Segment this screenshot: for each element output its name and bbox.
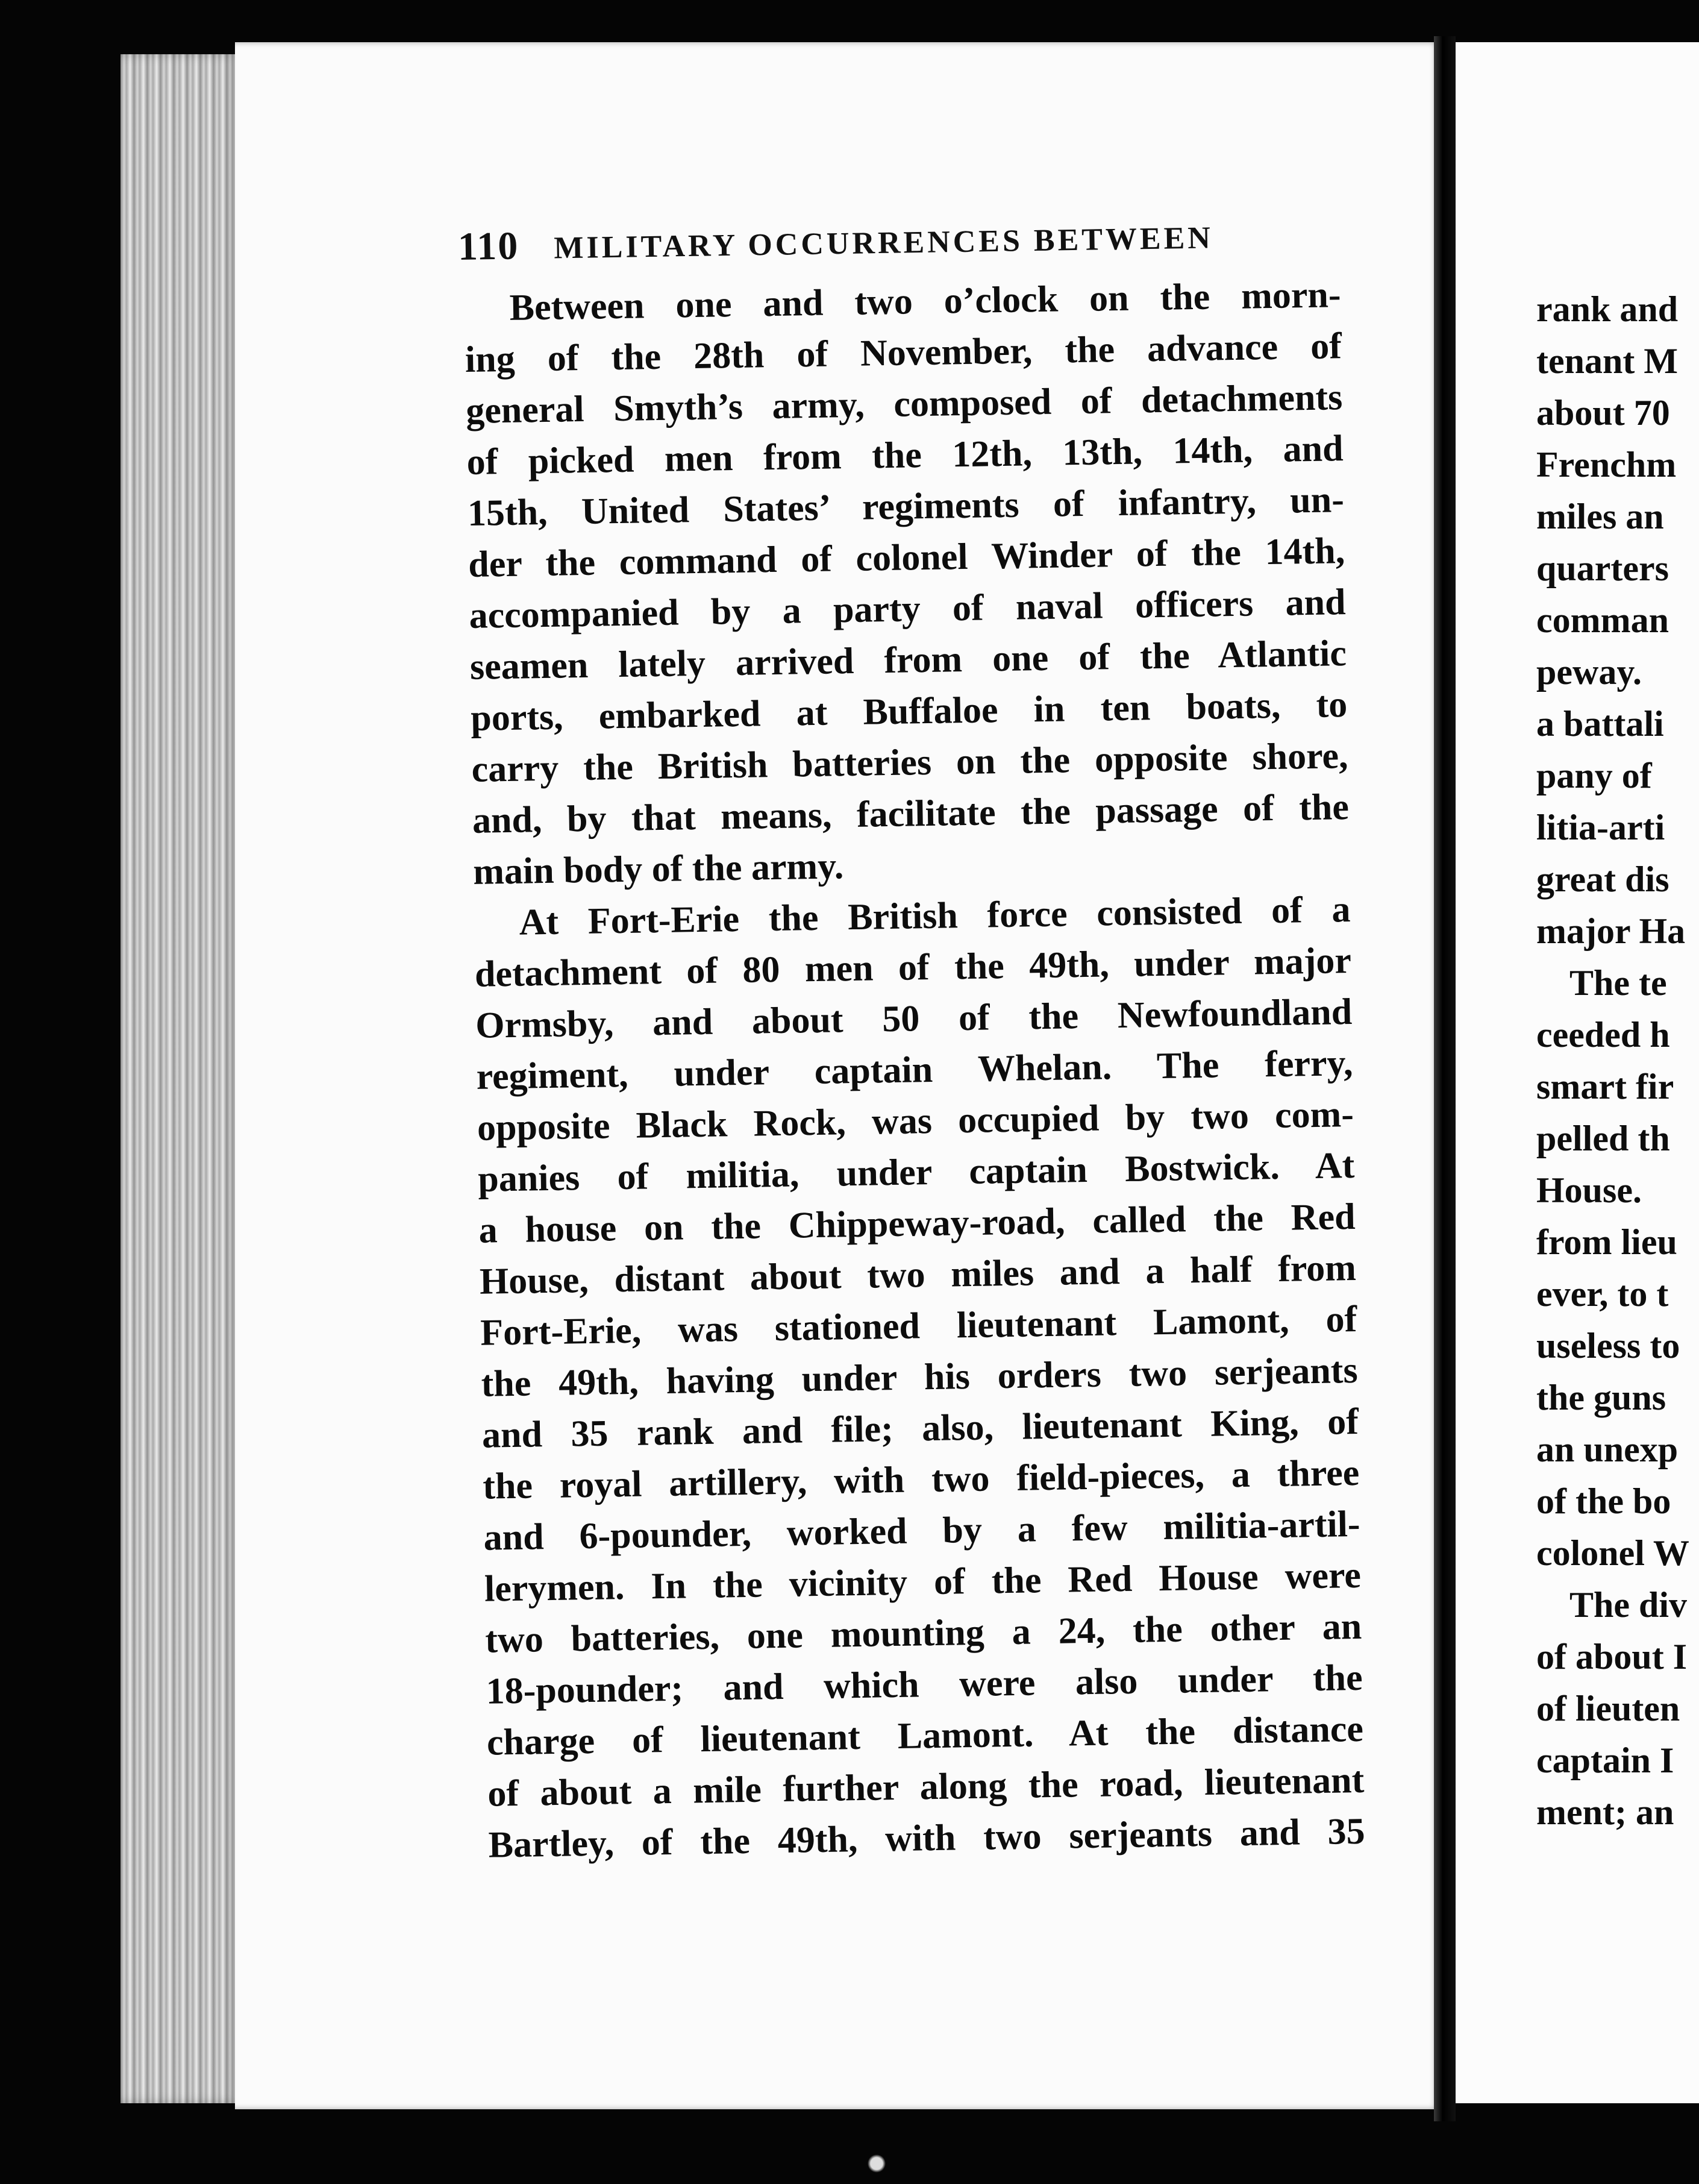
page-number: 110 — [457, 224, 519, 269]
text-line: smart fir — [1536, 1067, 1674, 1106]
text-line: major Ha — [1536, 911, 1686, 951]
text-line: ceeded h — [1536, 1015, 1670, 1055]
text-line: of about a mile further along the road, lieutenant — [487, 1759, 1365, 1815]
text-line: lerymen. In the vicinity of the Red House were — [484, 1554, 1362, 1610]
text-line: ports, embarked at Buffaloe in ten boats, to — [470, 684, 1348, 739]
text-line: of lieuten — [1536, 1689, 1680, 1728]
text-line: 18-pounder; and which were also under the — [486, 1657, 1363, 1712]
text-line: charge of lieutenant Lamont. At the distance — [486, 1708, 1364, 1763]
text-line: litia-arti — [1536, 808, 1665, 847]
book-gutter — [1434, 36, 1456, 2121]
text-line: Ormsby, and about 50 of the Newfoundland — [475, 991, 1353, 1046]
text-line: the guns — [1536, 1378, 1666, 1417]
text-line: panies of militia, under captain Bostwick. At — [477, 1144, 1355, 1200]
text-line: At Fort-Erie the British force consisted of a — [519, 889, 1351, 943]
text-line: an unexp — [1536, 1429, 1679, 1469]
text-line: House. — [1536, 1170, 1642, 1210]
text-line: a battali — [1536, 704, 1664, 744]
text-line: the royal artillery, with two field-pieces, a three — [482, 1452, 1360, 1507]
text-line: great dis — [1536, 859, 1669, 899]
text-line: tenant M — [1536, 341, 1678, 381]
text-line: comman — [1536, 600, 1669, 640]
text-line: 15th, United States’ regiments of infantry, un- — [467, 479, 1345, 534]
text-line: der the command of colonel Winder of the 14th, — [468, 530, 1345, 585]
text-line: of about I — [1536, 1637, 1688, 1677]
text-line: two batteries, one mounting a 24, the other an — [484, 1605, 1362, 1661]
text-line: seamen lately arrived from one of the Atlantic — [469, 633, 1347, 688]
text-line: The div — [1569, 1585, 1688, 1625]
text-line: carry the British batteries on the opposite shore, — [471, 735, 1349, 790]
text-line: detachment of 80 men of the 49th, under major — [474, 940, 1352, 995]
text-line: a house on the Chippeway-road, called the Red — [478, 1196, 1356, 1251]
text-line: The te — [1569, 963, 1667, 1003]
text-line: miles an — [1536, 497, 1664, 536]
text-line: ment; an — [1536, 1792, 1674, 1832]
text-line: rank and — [1536, 289, 1679, 329]
running-title: MILITARY OCCURRENCES BETWEEN — [553, 221, 1214, 266]
text-line: of picked men from the 12th, 13th, 14th, and — [466, 428, 1344, 483]
text-line: from lieu — [1536, 1222, 1677, 1262]
text-line: ing of the 28th of November, the advance of — [465, 325, 1342, 380]
text-line: and, by that means, facilitate the passage of the — [472, 786, 1350, 841]
text-line: pelled th — [1536, 1119, 1670, 1158]
text-line: Frenchm — [1536, 445, 1677, 485]
text-line: opposite Black Rock, was occupied by two com- — [477, 1093, 1354, 1149]
text-line: pany of — [1536, 756, 1652, 795]
text-line: Between one and two o’clock on the morn- — [509, 274, 1342, 328]
page-edges — [120, 54, 241, 2103]
text-line: peway. — [1536, 652, 1642, 692]
text-line: general Smyth’s army, composed of detachments — [465, 377, 1343, 431]
right-page-text — [1536, 283, 1699, 1838]
text-line: Bartley, of the 49th, with two serjeants and 35 — [488, 1810, 1366, 1866]
text-line: of the bo — [1536, 1481, 1671, 1521]
scan-speck — [865, 2154, 889, 2173]
text-line: captain I — [1536, 1740, 1674, 1780]
text-line: about 70 — [1536, 393, 1670, 433]
text-line: Fort-Erie, was stationed lieutenant Lamont, of — [480, 1298, 1357, 1354]
text-line: accompanied by a party of naval officers and — [469, 582, 1347, 636]
text-line: regiment, under captain Whelan. The ferry, — [476, 1042, 1354, 1097]
text-line: ever, to t — [1536, 1274, 1669, 1314]
text-line: and 35 rank and file; also, lieutenant King, of — [481, 1401, 1359, 1456]
text-line: colonel W — [1536, 1533, 1689, 1573]
text-line: useless to — [1536, 1326, 1680, 1366]
text-line: main body of the army. — [472, 846, 844, 893]
text-line: House, distant about two miles and a half from — [479, 1247, 1357, 1302]
text-line: quarters — [1536, 548, 1669, 588]
text-line: the 49th, having under his orders two serjeants — [481, 1349, 1359, 1405]
left-page-text — [464, 269, 1365, 1871]
text-line: and 6-pounder, worked by a few militia-artil- — [483, 1503, 1361, 1558]
